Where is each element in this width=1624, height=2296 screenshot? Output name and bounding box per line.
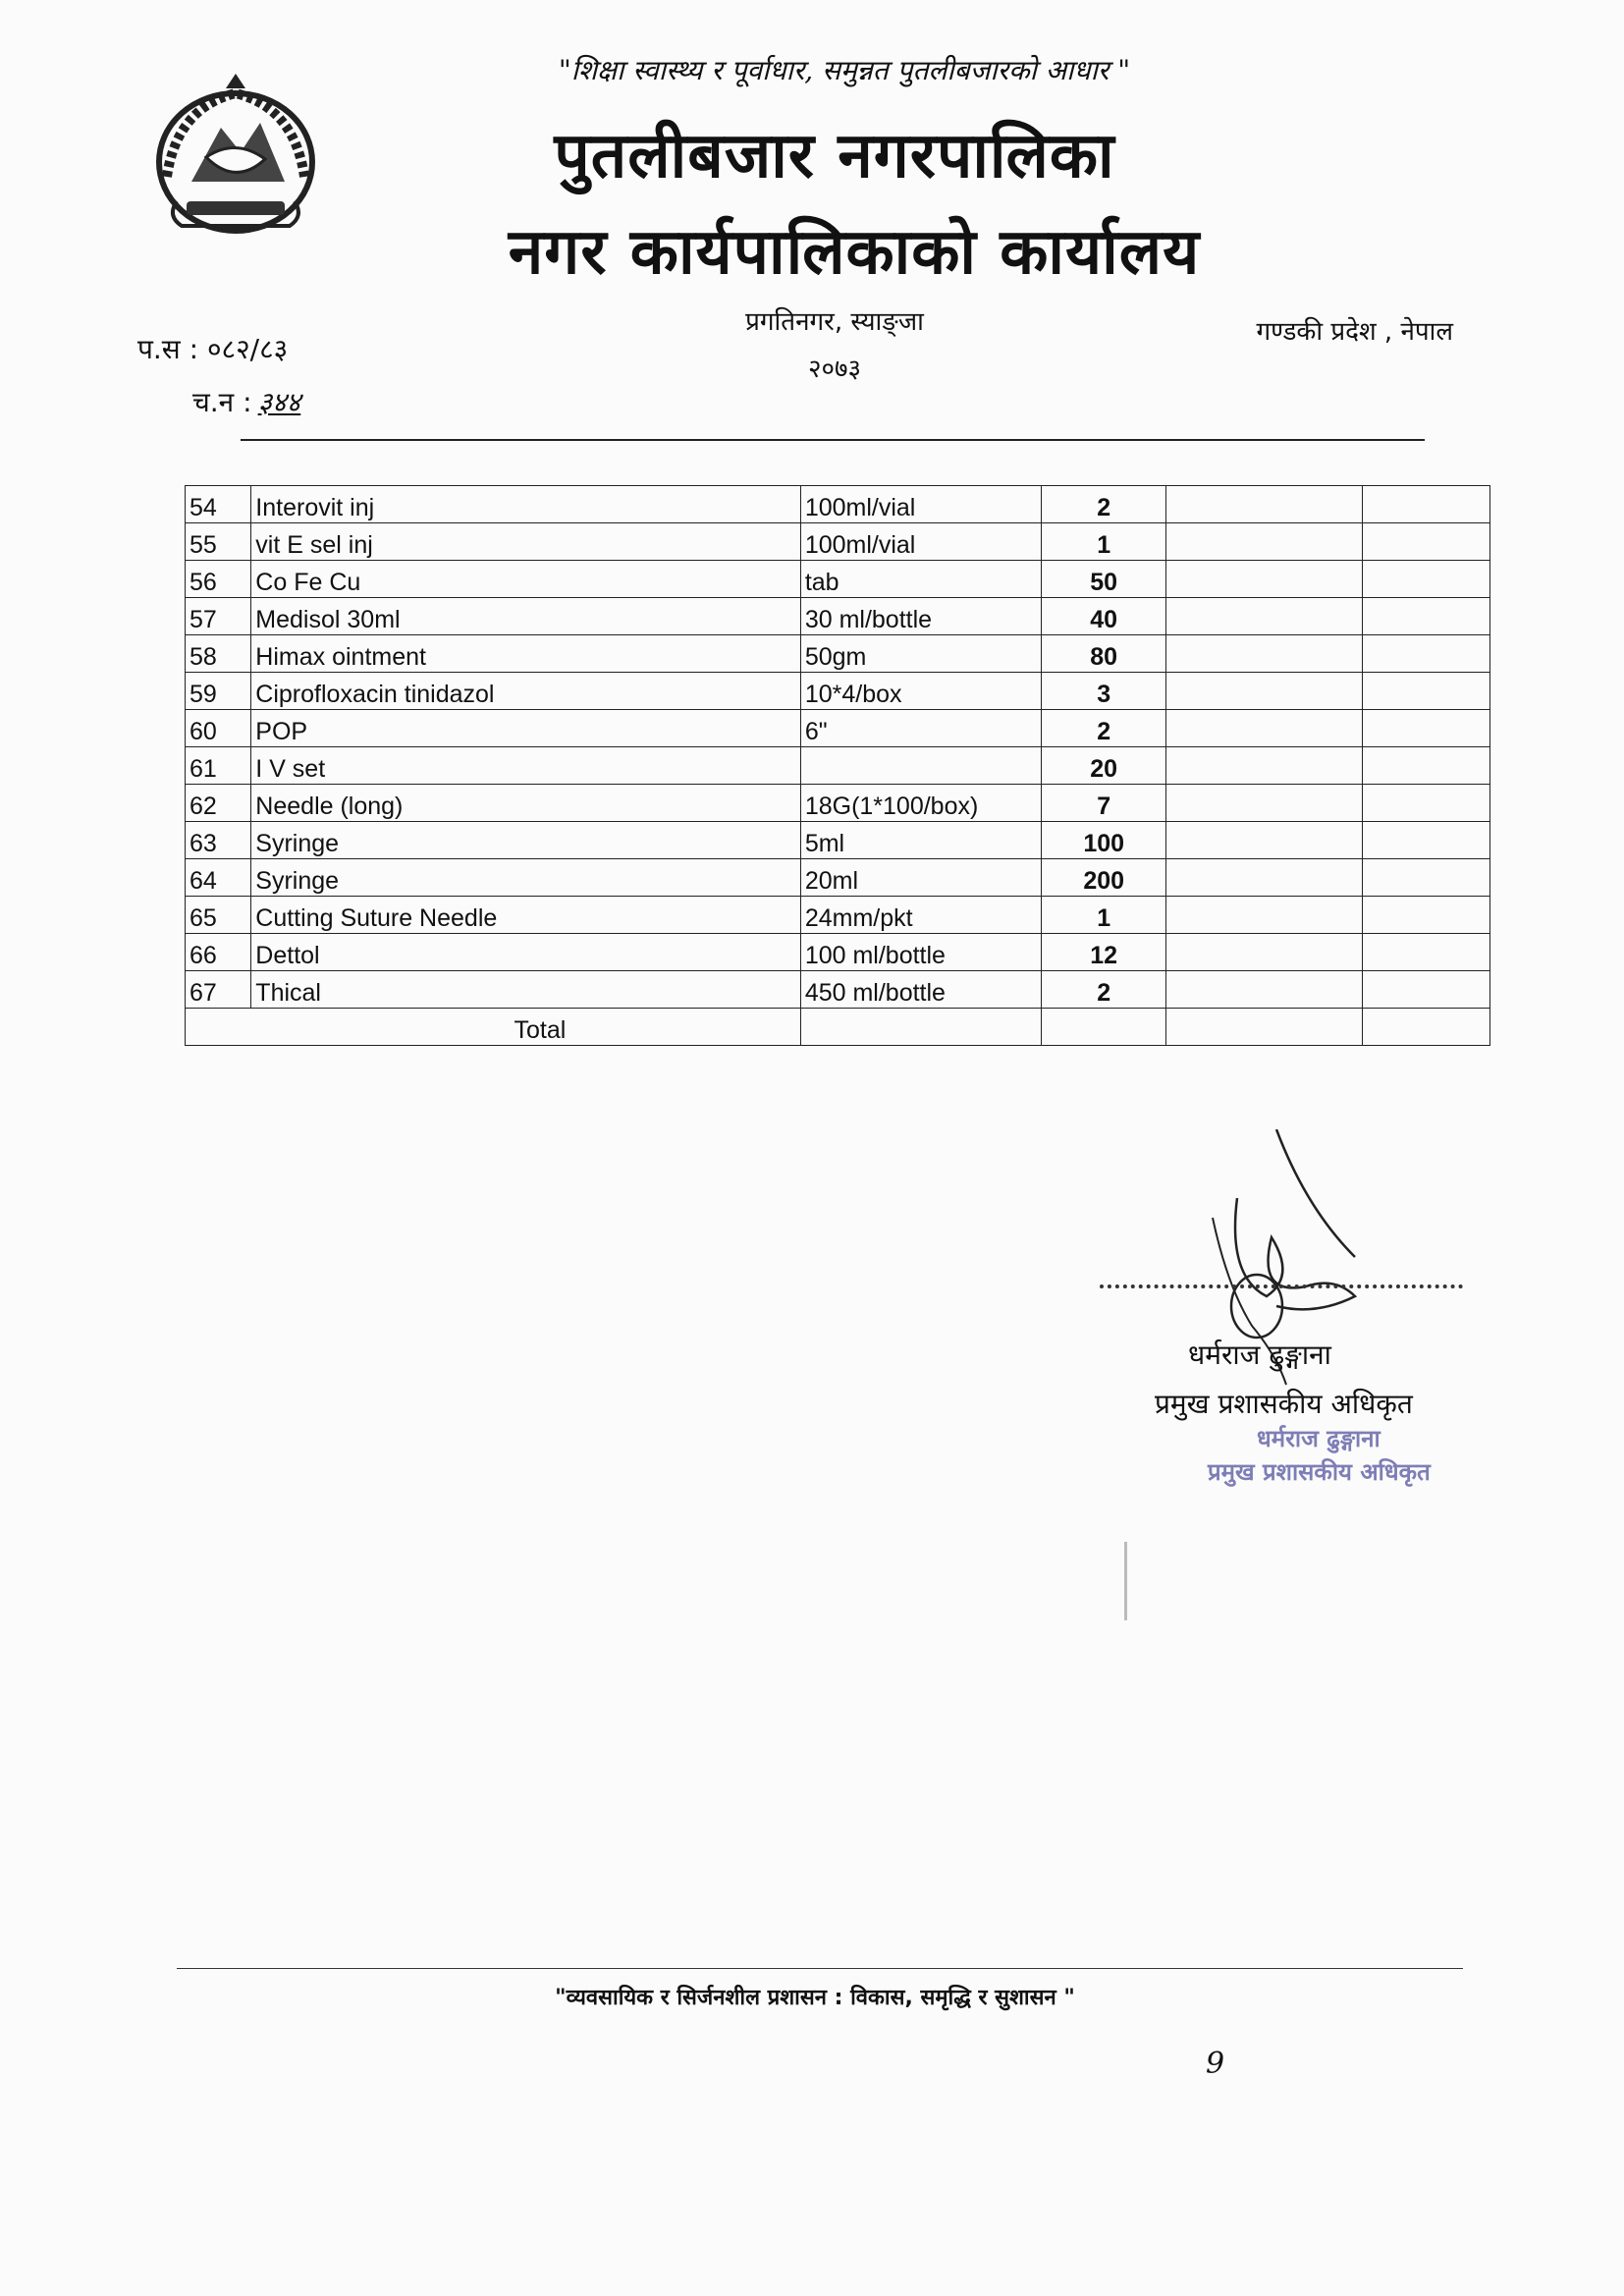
cell-empty [1166, 971, 1363, 1009]
total-label: Total [186, 1009, 801, 1046]
dispatch-value: ३४४ [257, 386, 301, 418]
cell-empty [1041, 1009, 1166, 1046]
table-row [186, 598, 1490, 635]
established-year: २०७३ [807, 355, 862, 384]
cell-qty: 7 [1041, 785, 1166, 822]
cell-empty [1363, 561, 1490, 598]
officer-name: धर्मराज ढुङ्गाना [1188, 1339, 1331, 1371]
office-title: नगर कार्यपालिकाको कार्यालय [508, 215, 1201, 289]
cell-empty [1166, 635, 1363, 673]
cell-qty: 100 [1041, 822, 1166, 859]
cell-unit: 100ml/vial [800, 523, 1041, 561]
cell-sn: 60 [186, 710, 251, 747]
cell-empty [1166, 897, 1363, 934]
margin-mark [1124, 1542, 1127, 1620]
table-row [186, 561, 1490, 598]
cell-empty [1166, 747, 1363, 785]
cell-sn: 58 [186, 635, 251, 673]
cell-qty: 2 [1041, 971, 1166, 1009]
cell-unit: 20ml [800, 859, 1041, 897]
cell-qty: 40 [1041, 598, 1166, 635]
cell-name: Needle (long) [251, 785, 801, 822]
cell-unit: 10*4/box [800, 673, 1041, 710]
official-stamp [1208, 1422, 1502, 1510]
cell-sn: 59 [186, 673, 251, 710]
cell-empty [1166, 486, 1363, 523]
cell-empty [1363, 635, 1490, 673]
cell-empty [1166, 673, 1363, 710]
cell-sn: 56 [186, 561, 251, 598]
cell-qty: 1 [1041, 523, 1166, 561]
cell-unit: 450 ml/bottle [800, 971, 1041, 1009]
cell-unit: 18G(1*100/box) [800, 785, 1041, 822]
province-country: गण्डकी प्रदेश , नेपाल [1256, 317, 1453, 347]
cell-empty [1363, 598, 1490, 635]
bottom-motto: "व्यवसायिक र सिर्जनशील प्रशासन : विकास, समृद्धि र सुशासन " [555, 1986, 1075, 2010]
table-row [186, 859, 1490, 897]
stamp-name: धर्मराज ढुङ्गाना [1257, 1425, 1380, 1452]
cell-qty: 1 [1041, 897, 1166, 934]
cell-empty [1166, 859, 1363, 897]
dispatch-number [192, 383, 300, 420]
dispatch-label: च.न : [192, 386, 252, 418]
cell-empty [1166, 561, 1363, 598]
table-row [186, 635, 1490, 673]
cell-name: Cutting Suture Needle [251, 897, 801, 934]
cell-qty: 50 [1041, 561, 1166, 598]
cell-name: Thical [251, 971, 801, 1009]
cell-empty [1166, 710, 1363, 747]
cell-sn: 57 [186, 598, 251, 635]
cell-name: Ciprofloxacin tinidazol [251, 673, 801, 710]
table-row [186, 523, 1490, 561]
cell-qty: 80 [1041, 635, 1166, 673]
total-row [186, 1009, 1490, 1046]
cell-sn: 66 [186, 934, 251, 971]
cell-unit: 100 ml/bottle [800, 934, 1041, 971]
table-row [186, 486, 1490, 523]
cell-qty: 3 [1041, 673, 1166, 710]
cell-empty [800, 1009, 1041, 1046]
header-divider [241, 439, 1425, 441]
cell-name: POP [251, 710, 801, 747]
footer-divider [177, 1968, 1463, 1969]
cell-qty: 200 [1041, 859, 1166, 897]
page-number: 9 [1206, 2047, 1225, 2081]
cell-empty [1363, 523, 1490, 561]
cell-unit [800, 747, 1041, 785]
cell-empty [1363, 1009, 1490, 1046]
table-row [186, 934, 1490, 971]
cell-sn: 54 [186, 486, 251, 523]
cell-empty [1166, 785, 1363, 822]
cell-name: Medisol 30ml [251, 598, 801, 635]
cell-sn: 64 [186, 859, 251, 897]
cell-unit: 50gm [800, 635, 1041, 673]
nepal-emblem-logo [147, 69, 324, 241]
top-motto: "शिक्षा स्वास्थ्य र पूर्वाधार, समुन्नत पुतलीबजारको आधार " [558, 54, 1131, 86]
cell-sn: 67 [186, 971, 251, 1009]
cell-sn: 65 [186, 897, 251, 934]
cell-empty [1363, 822, 1490, 859]
cell-unit: 6" [800, 710, 1041, 747]
municipality-title: पुतलीबजार नगरपालिका [554, 119, 1115, 192]
cell-empty [1166, 934, 1363, 971]
table-row [186, 747, 1490, 785]
cell-name: Syringe [251, 859, 801, 897]
cell-empty [1363, 673, 1490, 710]
cell-empty [1166, 523, 1363, 561]
officer-title: प्रमुख प्रशासकीय अधिकृत [1155, 1388, 1413, 1420]
cell-empty [1363, 971, 1490, 1009]
signature-line [1100, 1285, 1463, 1288]
cell-empty [1363, 859, 1490, 897]
cell-empty [1166, 598, 1363, 635]
cell-name: Syringe [251, 822, 801, 859]
cell-unit: 5ml [800, 822, 1041, 859]
cell-empty [1363, 747, 1490, 785]
office-address: प्रगतिनगर, स्याङ्जा [745, 307, 924, 337]
cell-empty [1363, 710, 1490, 747]
cell-name: Himax ointment [251, 635, 801, 673]
table-row [186, 971, 1490, 1009]
cell-empty [1363, 897, 1490, 934]
items-table [185, 485, 1490, 1046]
cell-empty [1363, 934, 1490, 971]
cell-sn: 63 [186, 822, 251, 859]
cell-sn: 62 [186, 785, 251, 822]
table-row [186, 897, 1490, 934]
table-row [186, 785, 1490, 822]
cell-unit: 24mm/pkt [800, 897, 1041, 934]
cell-name: Co Fe Cu [251, 561, 801, 598]
cell-sn: 55 [186, 523, 251, 561]
cell-name: Dettol [251, 934, 801, 971]
cell-name: I V set [251, 747, 801, 785]
stamp-title: प्रमुख प्रशासकीय अधिकृत [1208, 1458, 1431, 1486]
cell-qty: 2 [1041, 486, 1166, 523]
items-table-body [186, 486, 1490, 1046]
fiscal-reference: प.स : ०८२/८३ [137, 333, 289, 365]
cell-empty [1363, 486, 1490, 523]
cell-qty: 20 [1041, 747, 1166, 785]
cell-unit: tab [800, 561, 1041, 598]
table-row [186, 822, 1490, 859]
cell-unit: 100ml/vial [800, 486, 1041, 523]
cell-sn: 61 [186, 747, 251, 785]
cell-empty [1166, 822, 1363, 859]
cell-qty: 2 [1041, 710, 1166, 747]
cell-empty [1363, 785, 1490, 822]
table-row [186, 710, 1490, 747]
cell-name: vit E sel inj [251, 523, 801, 561]
table-row [186, 673, 1490, 710]
cell-empty [1166, 1009, 1363, 1046]
cell-unit: 30 ml/bottle [800, 598, 1041, 635]
cell-qty: 12 [1041, 934, 1166, 971]
cell-name: Interovit inj [251, 486, 801, 523]
